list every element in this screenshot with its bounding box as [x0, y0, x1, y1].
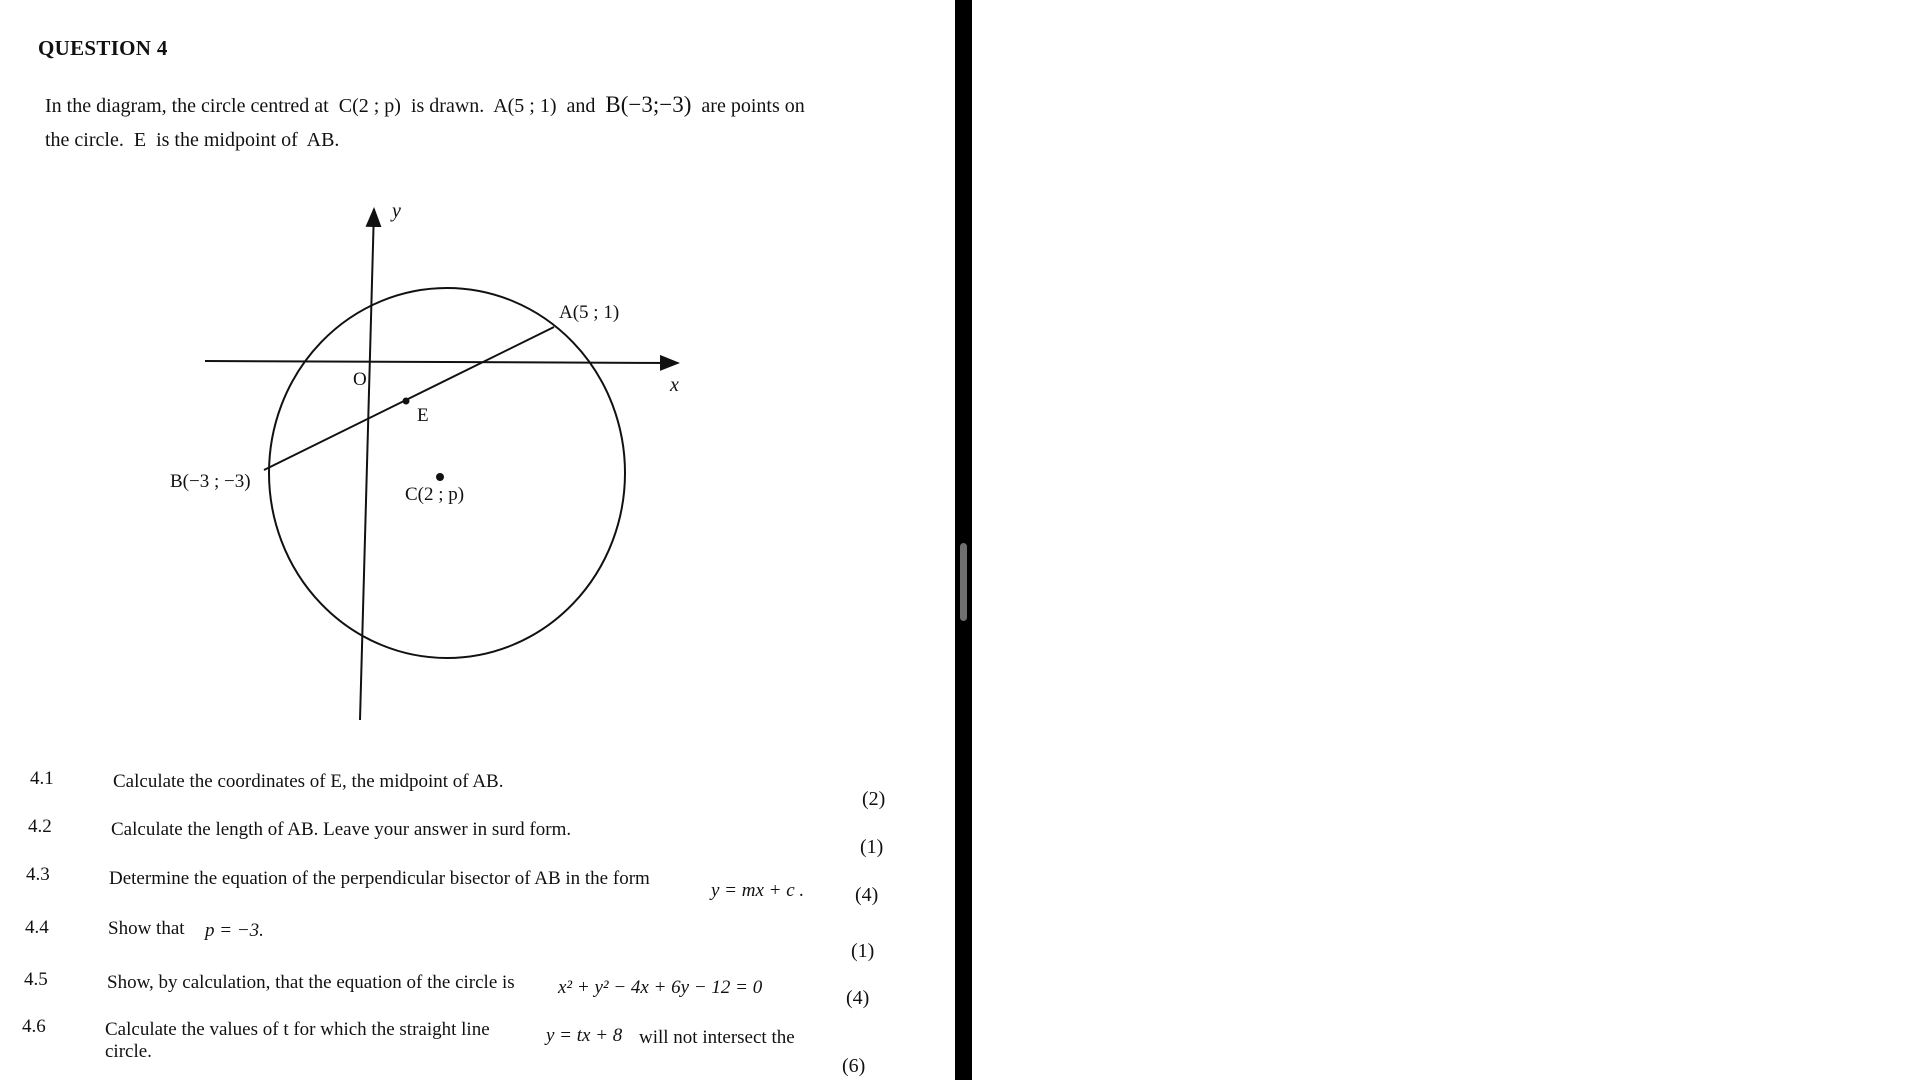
intro-text: is the midpoint of	[156, 129, 298, 151]
circle-diagram	[160, 195, 700, 735]
scrollbar-thumb[interactable]	[960, 543, 967, 621]
point-e-dot	[403, 398, 410, 405]
origin-label: O	[353, 369, 367, 390]
intro-text: In the diagram, the circle centred at	[45, 95, 329, 117]
point-a-label: A(5 ; 1)	[559, 302, 620, 323]
question-math: x² + y² − 4x + 6y − 12 = 0	[558, 977, 763, 998]
question-text: Determine the equation of the perpendicular bisector of AB in the form	[109, 868, 650, 889]
point-a-coordinate: A(5 ; 1)	[493, 95, 557, 117]
point-e-name: E	[133, 129, 147, 151]
question-intro	[45, 88, 885, 157]
question-text: Calculate the length of AB. Leave your answer in surd form.	[111, 819, 572, 840]
y-axis-label: y	[392, 200, 401, 222]
intro-line-1	[45, 88, 885, 123]
question-number: 4.1	[30, 768, 54, 789]
marks: (6)	[842, 1055, 866, 1077]
intro-text: and	[566, 95, 596, 117]
point-e-label: E	[417, 405, 429, 426]
question-text: Show that	[108, 918, 185, 939]
question-number: 4.2	[28, 816, 52, 837]
question-math: y = mx + c .	[711, 880, 805, 901]
chord-ab	[264, 327, 554, 470]
point-c-dot	[436, 473, 444, 481]
intro-text: are points on	[701, 95, 805, 117]
blank-panel	[972, 0, 1920, 1080]
marks: (1)	[860, 836, 884, 858]
question-title: QUESTION 4	[38, 36, 168, 60]
question-number: 4.6	[22, 1016, 46, 1037]
question-text-line-2: circle.	[105, 1041, 152, 1062]
marks: (1)	[851, 940, 875, 962]
center-coordinate: C(2 ; p)	[338, 95, 401, 117]
question-math: y = tx + 8	[546, 1025, 623, 1046]
question-number: 4.3	[26, 864, 50, 885]
x-axis-label: x	[670, 374, 679, 396]
question-text: Calculate the values of t for which the straight line	[105, 1019, 490, 1040]
intro-line-2	[45, 123, 885, 157]
point-b-label: B(−3 ; −3)	[170, 471, 251, 492]
circle	[269, 288, 625, 658]
viewer-divider	[955, 0, 972, 1080]
intro-text: the circle.	[45, 129, 124, 151]
marks: (4)	[855, 884, 879, 906]
question-number: 4.5	[24, 969, 48, 990]
marks: (4)	[846, 987, 870, 1009]
document-page	[0, 0, 955, 1080]
x-axis	[205, 361, 678, 363]
intro-text: is drawn.	[410, 95, 485, 117]
point-c-label: C(2 ; p)	[405, 484, 465, 505]
point-b-coordinate: B(−3;−3)	[605, 92, 692, 117]
question-text: Show, by calculation, that the equation of the circle is	[107, 972, 515, 993]
question-number: 4.4	[25, 917, 49, 938]
question-math: p = −3.	[205, 920, 264, 941]
question-text: Calculate the coordinates of E, the midpoint of AB.	[113, 771, 504, 792]
segment-ab-name: AB.	[306, 129, 340, 151]
y-axis	[360, 209, 374, 720]
marks: (2)	[862, 788, 886, 810]
question-text-continued: will not intersect the	[639, 1027, 795, 1048]
